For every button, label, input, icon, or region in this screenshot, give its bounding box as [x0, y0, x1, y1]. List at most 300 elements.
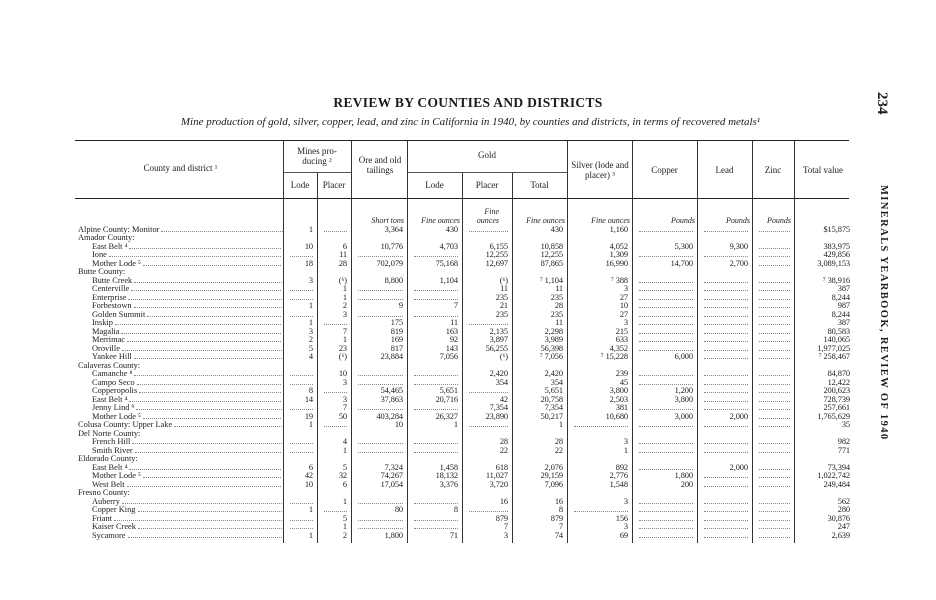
cell-gold-total: 87,865: [540, 258, 563, 268]
dot-leader: [138, 511, 283, 512]
cell-total-value: 73,394: [827, 462, 850, 472]
cell-ore-tailings: 10: [394, 420, 403, 429]
row-label: Friant: [92, 514, 282, 523]
cell-gold-total: 16: [554, 496, 563, 506]
row-label: Golden Summit: [92, 310, 282, 319]
cell-gold-lode: 20,716: [435, 394, 458, 404]
cell-gold-lode: 8: [453, 505, 458, 514]
cell-gold-total: 11: [555, 284, 563, 293]
row-label: Butte County:: [78, 267, 126, 276]
cell-gold-total: 50,217: [540, 411, 563, 421]
empty-cell-dash: [469, 511, 508, 512]
cell-mines-lode: 42: [304, 471, 313, 480]
empty-cell-dash: [759, 392, 790, 393]
cell-silver: 16,990: [605, 258, 628, 268]
dot-leader: [174, 426, 283, 427]
dot-leader: [129, 248, 282, 249]
cell-ore-tailings: 702,079: [376, 258, 403, 268]
empty-cell-dash: [574, 426, 628, 427]
cell-gold-lode: 1,458: [439, 462, 458, 472]
empty-cell-dash: [704, 256, 748, 257]
empty-cell-dash: [759, 350, 790, 351]
dot-leader: [127, 341, 282, 342]
cell-mines-placer: 4: [342, 437, 347, 446]
page-number: 234: [874, 92, 890, 115]
cell-total-value: 8,244: [831, 309, 850, 319]
dot-leader: [132, 443, 282, 444]
cell-copper: 5,300: [674, 241, 693, 251]
cell-gold-placer: 11: [500, 284, 508, 293]
header-mines-placer: Placer: [322, 180, 346, 190]
empty-cell-dash: [358, 452, 403, 453]
empty-cell-dash: [639, 282, 693, 283]
cell-silver: 892: [615, 462, 628, 472]
cell-silver: 3,800: [609, 386, 628, 395]
top-rule: [75, 140, 849, 141]
empty-cell-dash: [704, 392, 748, 393]
row-label: Ione: [92, 250, 282, 259]
cell-mines-placer: 1: [342, 284, 347, 293]
empty-cell-dash: [759, 486, 790, 487]
row-label: Mother Lode ⁵: [92, 259, 282, 268]
cell-total-value: 3,089,153: [817, 258, 850, 268]
empty-cell-dash: [759, 375, 790, 376]
cell-gold-lode: 1: [453, 420, 458, 429]
header-mines-lode: Lode: [290, 180, 310, 190]
cell-ore-tailings: 1,800: [384, 530, 403, 540]
empty-cell-dash: [639, 256, 693, 257]
cell-mines-placer: 5: [342, 462, 347, 472]
cell-mines-placer: 1: [342, 496, 347, 506]
page-title: REVIEW BY COUNTIES AND DISTRICTS: [333, 95, 603, 110]
row-label: West Belt: [92, 480, 282, 489]
empty-cell-dash: [290, 528, 313, 529]
cell-mines-placer: 23: [338, 343, 347, 353]
cell-gold-lode: 7: [453, 301, 458, 310]
empty-cell-dash: [704, 452, 748, 453]
unit-gold-total: Fine ounces: [526, 216, 565, 225]
cell-total-value: 982: [837, 437, 850, 446]
dot-leader: [143, 477, 282, 478]
empty-cell-dash: [469, 231, 508, 232]
row-label: Jenny Lind ⁹: [92, 403, 282, 412]
cell-total-value: 12,422: [827, 377, 850, 387]
empty-cell-dash: [574, 511, 628, 512]
cell-mines-placer: 3: [342, 377, 347, 387]
dot-leader: [138, 528, 282, 529]
cell-silver: 10,680: [605, 411, 628, 421]
cell-mines-lode: 3: [308, 326, 313, 336]
cell-ore-tailings: 403,284: [376, 411, 403, 421]
empty-cell-dash: [704, 231, 748, 232]
empty-cell-dash: [290, 375, 313, 376]
cell-copper: [633, 531, 693, 540]
cell-ore-tailings: 17,054: [380, 479, 403, 489]
cell-gold-total: 28: [554, 437, 563, 446]
empty-cell-dash: [759, 503, 790, 504]
empty-cell-dash: [704, 282, 748, 283]
dot-leader: [129, 401, 282, 402]
empty-cell-dash: [290, 299, 313, 300]
cell-gold-placer: 6,155: [489, 241, 508, 251]
cell-ore-tailings: 10,776: [380, 241, 403, 251]
header-mines: Mines pro-ducing ²: [297, 146, 337, 166]
cell-copper: 200: [680, 479, 693, 489]
dot-leader: [134, 358, 282, 359]
cell-gold-lode: 430: [445, 224, 458, 234]
cell-gold-placer: 879: [495, 513, 508, 523]
empty-cell-dash: [358, 409, 403, 410]
cell-mines-placer: (⁶): [338, 275, 347, 285]
cell-gold-total: 7,096: [544, 479, 563, 489]
empty-cell-dash: [358, 299, 403, 300]
cell-total-value: 247: [837, 522, 850, 531]
row-label: Enterprise: [92, 293, 282, 302]
cell-gold-placer: (⁶): [499, 275, 508, 285]
cell-gold-placer: 3,720: [489, 479, 508, 489]
empty-cell-dash: [414, 375, 458, 376]
cell-total-value: 383,975: [823, 241, 850, 251]
cell-gold-placer: 3,897: [489, 335, 508, 344]
empty-cell-dash: [704, 537, 748, 538]
cell-gold-total: 1: [558, 420, 563, 429]
cell-mines-placer: 1: [342, 445, 347, 455]
gold-subrule: [407, 172, 567, 173]
cell-gold-total: 56,398: [540, 343, 563, 353]
cell-mines-lode: 1: [308, 530, 313, 540]
cell-mines-placer: 50: [338, 411, 347, 421]
header-county: County and district ¹: [143, 163, 218, 173]
empty-cell-dash: [704, 333, 748, 334]
cell-gold-total: ⁷ 7,056: [539, 352, 563, 361]
dot-leader: [129, 469, 282, 470]
row-label: Camanche ⁸: [92, 369, 282, 378]
empty-cell-dash: [759, 358, 790, 359]
cell-gold-placer: 7: [503, 522, 508, 531]
cell-silver: 215: [615, 326, 628, 336]
dot-leader: [128, 299, 282, 300]
row-label: East Belt ⁴: [92, 463, 282, 472]
row-label: Fresno County:: [78, 488, 130, 497]
cell-silver: ⁷ 15,228: [600, 352, 628, 361]
empty-cell-dash: [639, 333, 693, 334]
cell-mines-placer: 28: [338, 258, 347, 268]
cell-silver: 2,503: [609, 394, 628, 404]
header-lead: Lead: [715, 165, 734, 175]
empty-cell-dash: [704, 528, 748, 529]
empty-cell-dash: [639, 511, 693, 512]
cell-gold-placer: 16: [499, 496, 508, 506]
cell-mines-placer: 32: [338, 471, 347, 480]
empty-cell-dash: [759, 265, 790, 266]
empty-cell-dash: [358, 520, 403, 521]
empty-cell-dash: [414, 520, 458, 521]
empty-cell-dash: [469, 426, 508, 427]
empty-cell-dash: [324, 231, 347, 232]
empty-cell-dash: [759, 409, 790, 410]
row-label: Colusa County: Upper Lake: [78, 420, 283, 429]
cell-total-value: 771: [837, 445, 850, 455]
cell-gold-placer: 11,027: [485, 471, 508, 480]
cell-ore-tailings: 74,267: [380, 471, 403, 480]
cell-mines-lode: 1: [308, 420, 313, 429]
cell-silver: 1,309: [609, 250, 628, 259]
cell-mines-lode: 1: [308, 224, 313, 234]
cell-gold-total: 879: [550, 513, 563, 523]
empty-cell-dash: [324, 426, 347, 427]
empty-cell-dash: [414, 384, 458, 385]
cell-gold-lode: 3,376: [439, 479, 458, 489]
cell-silver: 3: [623, 437, 628, 446]
row-label: Del Norte County:: [78, 428, 141, 438]
empty-cell-dash: [704, 443, 748, 444]
empty-cell-dash: [358, 375, 403, 376]
cell-silver: 27: [619, 292, 628, 302]
cell-silver: 1,548: [609, 479, 628, 489]
dot-leader: [147, 316, 282, 317]
row-label: Kaiser Creek: [92, 522, 282, 531]
cell-mines-placer: 1: [342, 292, 347, 302]
cell-gold-total: 29,159: [540, 471, 563, 480]
cell-lead: 2,000: [729, 411, 748, 421]
cell-silver: 27: [619, 309, 628, 319]
cell-copper: 1,200: [674, 386, 693, 395]
cell-gold-total: ⁷ 1,104: [539, 275, 563, 285]
empty-cell-dash: [358, 384, 403, 385]
cell-silver: 69: [619, 530, 628, 540]
cell-gold-lode: 143: [445, 343, 458, 353]
empty-cell-dash: [290, 316, 313, 317]
dot-leader: [114, 520, 282, 521]
dot-leader: [139, 392, 282, 393]
cell-silver: 4,352: [609, 343, 628, 353]
row-label: Calaveras County:: [78, 360, 141, 370]
row-label: Sycamore: [92, 531, 282, 540]
row-label: Amador County:: [78, 233, 135, 242]
row-label: East Belt ⁴: [92, 242, 282, 251]
empty-cell-dash: [639, 384, 693, 385]
unit-silver: Fine ounces: [591, 216, 630, 225]
empty-cell-dash: [759, 324, 790, 325]
empty-cell-dash: [290, 384, 313, 385]
cell-lead: 2,700: [729, 258, 748, 268]
row-label: East Belt ⁴: [92, 395, 282, 404]
unit-zinc: Pounds: [767, 216, 791, 225]
unit-gold-lode: Fine ounces: [421, 216, 460, 225]
empty-cell-dash: [639, 452, 693, 453]
empty-cell-dash: [759, 511, 790, 512]
empty-cell-dash: [414, 290, 458, 291]
header-gold-lode: Lode: [425, 180, 444, 190]
empty-cell-dash: [414, 316, 458, 317]
cell-silver: 2,776: [609, 471, 628, 480]
cell-mines-lode: 4: [308, 352, 313, 361]
cell-gold-lode: 163: [445, 326, 458, 336]
row-label: Auberry: [92, 497, 282, 506]
empty-cell-dash: [704, 307, 748, 308]
empty-cell-dash: [759, 299, 790, 300]
cell-total-value: 1,977,025: [817, 343, 850, 353]
empty-cell-dash: [639, 426, 693, 427]
cell-silver: 3: [623, 318, 628, 327]
empty-cell-dash: [704, 520, 748, 521]
cell-gold-total: 8: [558, 505, 563, 514]
cell-gold-lode: 4,703: [439, 241, 458, 251]
cell-gold-total: 2,076: [544, 462, 563, 472]
cell-mines-placer: 5: [342, 513, 347, 523]
cell-mines-lode: 1: [308, 318, 313, 327]
cell-total-value: 728,739: [823, 394, 850, 404]
cell-silver: 4,052: [609, 241, 628, 251]
empty-cell-dash: [704, 477, 748, 478]
empty-cell-dash: [414, 503, 458, 504]
cell-gold-placer: 235: [495, 292, 508, 302]
cell-gold-lode: 18,132: [435, 471, 458, 480]
cell-total-value: ⁷ 258,467: [818, 352, 850, 361]
cell-lead: 9,300: [729, 241, 748, 251]
cell-silver: 381: [615, 403, 628, 412]
empty-cell-dash: [414, 299, 458, 300]
cell-total-value: 249,484: [823, 479, 850, 489]
cell-silver: 3: [623, 496, 628, 506]
unit-lead: Pounds: [726, 216, 750, 225]
row-label: Mother Lode ⁵: [92, 412, 282, 421]
empty-cell-dash: [759, 341, 790, 342]
cell-copper: 6,000: [674, 352, 693, 361]
empty-cell-dash: [704, 341, 748, 342]
cell-gold-total: 20,758: [540, 394, 563, 404]
dot-leader: [135, 452, 282, 453]
cell-mines-placer: (⁶): [338, 352, 347, 361]
cell-gold-placer: 23,890: [485, 411, 508, 421]
empty-cell-dash: [290, 256, 313, 257]
cell-gold-placer: 235: [495, 309, 508, 319]
empty-cell-dash: [358, 290, 403, 291]
empty-cell-dash: [469, 324, 508, 325]
cell-gold-total: 2,420: [544, 369, 563, 378]
cell-silver: 1: [623, 445, 628, 455]
cell-gold-total: 3,989: [544, 335, 563, 344]
empty-cell-dash: [704, 401, 748, 402]
empty-cell-dash: [358, 528, 403, 529]
empty-cell-dash: [759, 290, 790, 291]
cell-mines-placer: 7: [342, 403, 347, 412]
cell-ore-tailings: 8,800: [384, 275, 403, 285]
row-label: Copper King: [92, 505, 282, 514]
cell-gold-total: 12,255: [540, 250, 563, 259]
dot-leader: [134, 282, 282, 283]
empty-cell-dash: [639, 341, 693, 342]
empty-cell-dash: [639, 299, 693, 300]
empty-cell-dash: [704, 316, 748, 317]
empty-cell-dash: [290, 290, 313, 291]
row-label: Butte Creek: [92, 276, 282, 285]
empty-cell-dash: [469, 392, 508, 393]
cell-mines-placer: 7: [342, 326, 347, 336]
cell-mines-placer: 1: [342, 335, 347, 344]
row-label: Magalia: [92, 327, 282, 336]
cell-mines-lode: 1: [308, 301, 313, 310]
empty-cell-dash: [704, 503, 748, 504]
cell-total-value: $15,875: [823, 224, 850, 234]
cell-gold-placer: 21: [499, 301, 508, 310]
dot-leader: [143, 418, 282, 419]
cell-silver: 3: [623, 284, 628, 293]
cell-total-value: ⁷ 38,916: [822, 275, 850, 285]
empty-cell-dash: [704, 409, 748, 410]
cell-gold-placer: 618: [495, 462, 508, 472]
cell-mines-placer: 11: [339, 250, 347, 259]
dot-leader: [143, 265, 282, 266]
cell-ore-tailings: 9: [398, 301, 403, 310]
empty-cell-dash: [704, 358, 748, 359]
dot-leader: [122, 503, 282, 504]
empty-cell-dash: [704, 426, 748, 427]
cell-ore-tailings: 819: [390, 326, 403, 336]
cell-silver: 3: [623, 522, 628, 531]
cell-silver: 633: [615, 335, 628, 344]
empty-cell-dash: [639, 290, 693, 291]
empty-cell-dash: [358, 443, 403, 444]
cell-mines-placer: 1: [342, 522, 347, 531]
dot-leader: [161, 231, 283, 232]
cell-gold-placer: 2,135: [489, 326, 508, 336]
cell-gold-lode: 75,168: [435, 258, 458, 268]
empty-cell-dash: [759, 307, 790, 308]
cell-gold-lode: 7,056: [439, 352, 458, 361]
empty-cell-dash: [414, 528, 458, 529]
dot-leader: [131, 290, 282, 291]
dot-leader: [134, 307, 282, 308]
cell-total-value: 84,870: [827, 369, 850, 378]
empty-cell-dash: [290, 452, 313, 453]
empty-cell-dash: [759, 384, 790, 385]
cell-total-value: 1,765,629: [817, 411, 850, 421]
cell-gold-total: 10,858: [540, 241, 563, 251]
empty-cell-dash: [759, 537, 790, 538]
row-label: Inskip: [92, 318, 282, 327]
header-zinc: Zinc: [764, 165, 782, 175]
row-label: French Hill: [92, 437, 282, 446]
cell-gold-lode: 5,651: [439, 386, 458, 395]
empty-cell-dash: [290, 409, 313, 410]
cell-copper: 1,800: [674, 471, 693, 480]
dot-leader: [121, 333, 282, 334]
cell-mines-lode: 5: [308, 343, 313, 353]
empty-cell-dash: [704, 299, 748, 300]
dot-leader: [122, 350, 282, 351]
cell-gold-placer: 22: [499, 445, 508, 455]
cell-gold-placer: 12,697: [485, 258, 508, 268]
empty-cell-dash: [759, 231, 790, 232]
cell-gold-total: 7: [558, 522, 563, 531]
empty-cell-dash: [704, 384, 748, 385]
row-label: Mother Lode ⁵: [92, 471, 282, 480]
cell-lead: [698, 531, 748, 540]
running-head: MINERALS YEARBOOK, REVIEW OF 1940: [878, 185, 889, 441]
cell-gold-total: 235: [550, 292, 563, 302]
cell-mines-lode: 1: [308, 505, 313, 514]
empty-cell-dash: [759, 477, 790, 478]
dot-leader: [115, 324, 282, 325]
empty-cell-dash: [358, 316, 403, 317]
cell-total-value: 429,856: [823, 250, 850, 259]
empty-cell-dash: [759, 452, 790, 453]
empty-cell-dash: [704, 324, 748, 325]
empty-cell-dash: [324, 511, 347, 512]
cell-mines-lode: 10: [304, 241, 313, 251]
cell-ore-tailings: 7,324: [384, 462, 403, 472]
